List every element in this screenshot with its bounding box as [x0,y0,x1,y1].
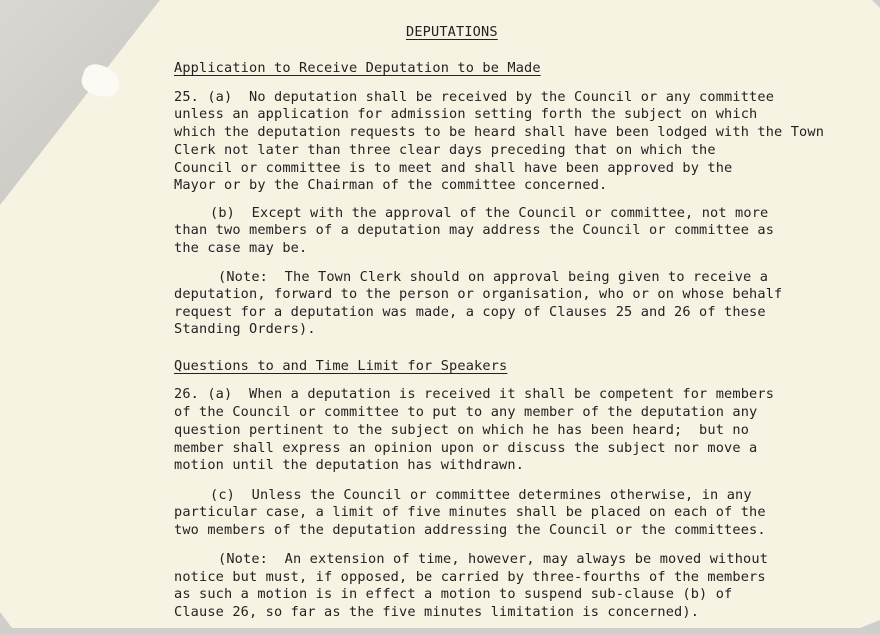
note-26-line: as such a motion is in effect a motion to suspend sub-clause (b) of [174,586,733,602]
para-25b-line: (b) Except with the approval of the Council or committee, not more [210,205,769,221]
para-26c-line: particular case, a limit of five minutes shall be placed on each of the [174,504,766,520]
section-heading-application: Application to Receive Deputation to be Made [174,60,541,76]
para-26a-line: motion until the deputation has withdrawn. [174,457,525,473]
para-26a-line: member shall express an opinion upon or discuss the subject nor move a [174,440,758,456]
para-25a-line: 25. (a) No deputation shall be received by the Council or any committee [174,89,775,105]
para-25a-line: which the deputation requests to be heard shall have been lodged with the Town [174,124,825,140]
note-26-line: (Note: An extension of time, however, may always be moved without [218,551,769,567]
para-25a-line: Council or committee is to meet and shall have been approved by the [174,160,733,176]
para-26c-line: two members of the deputation addressing the Council or the committees. [174,522,766,538]
para-25a-line: Mayor or by the Chairman of the committee concerned. [174,177,608,193]
para-26a-line: 26. (a) When a deputation is received it shall be competent for members [174,386,775,402]
note-25-line: deputation, forward to the person or organisation, who or on whose behalf [174,286,783,302]
section-heading-questions: Questions to and Time Limit for Speakers [174,358,508,374]
para-25a-line: Clerk not later than three clear days preceding that on which the [174,142,716,158]
para-26c-line: (c) Unless the Council or committee determines otherwise, in any [210,487,752,503]
para-25a-line: unless an application for admission setting forth the subject on which [174,106,758,122]
note-26-line: Clause 26, so far as the five minutes limitation is concerned). [174,604,700,620]
document-title: DEPUTATIONS [406,24,498,40]
note-25-line: Standing Orders). [174,321,316,337]
para-25b-line: the case may be. [174,240,308,256]
note-26-line: notice but must, if opposed, be carried by three-fourths of the members [174,569,766,585]
para-25b-line: than two members of a deputation may address the Council or committee as [174,222,775,238]
note-25-line: (Note: The Town Clerk should on approval being given to receive a [218,269,769,285]
note-25-line: request for a deputation was made, a copy of Clauses 25 and 26 of these [174,304,766,320]
para-26a-line: question pertinent to the subject on which he has been heard; but no [174,422,750,438]
para-26a-line: of the Council or committee to put to any member of the deputation any [174,404,758,420]
